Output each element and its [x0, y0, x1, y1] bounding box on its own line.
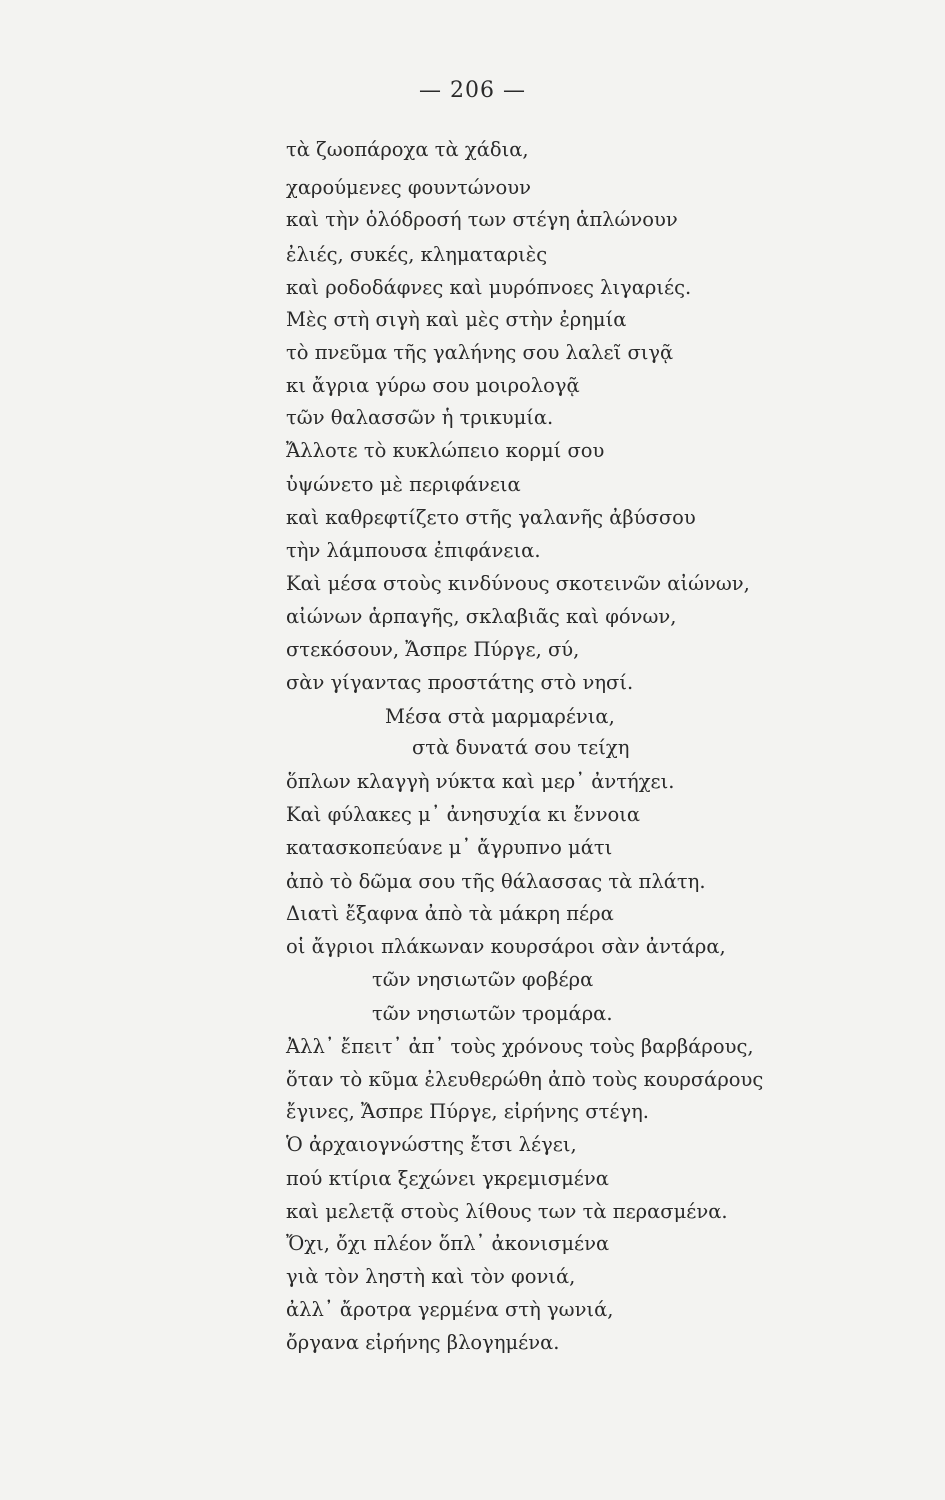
poem-line: Καὶ φύλακες μ᾿ ἀνησυχία κι ἔννοια	[286, 803, 641, 826]
poem-line: ἀλλ᾿ ἄροτρα γερμένα στὴ γωνιά,	[286, 1298, 614, 1321]
poem-line: αἰώνων ἁρπαγῆς, σκλαβιᾶς καὶ φόνων,	[286, 605, 677, 628]
poem-line: τὰ ζωοπάροχα τὰ χάδια,	[286, 138, 529, 161]
poem-line: Ὁ ἀρχαιογνώστης ἔτσι λέγει,	[286, 1133, 577, 1156]
poem-line: ὅπλων κλαγγὴ νύκτα καὶ μερ᾿ ἀντήχει.	[286, 770, 675, 793]
poem-line: στὰ δυνατά σου τείχη	[412, 736, 630, 759]
poem-line: καὶ ροδοδάφνες καὶ μυρόπνοες λιγαριές.	[286, 276, 692, 299]
poem-line: τὴν λάμπουσα ἐπιφάνεια.	[286, 539, 541, 562]
poem-line: ἔγινες, Ἄσπρε Πύργε, εἰρήνης στέγη.	[286, 1100, 650, 1123]
page-number: — 206 —	[419, 78, 526, 103]
poem-line: καὶ μελετᾷ στοὺς λίθους των τὰ περασμένα.	[286, 1200, 728, 1223]
poem-line: ἀπὸ τὸ δῶμα σου τῆς θάλασσας τὰ πλάτη.	[286, 870, 706, 893]
poem-line: οἱ ἄγριοι πλάκωναν κουρσάροι σὰν ἀντάρα,	[286, 935, 726, 958]
poem-line: καὶ τὴν ὁλόδροσή των στέγη ἁπλώνουν	[286, 208, 678, 231]
poem-line: Ὄχι, ὄχι πλέον ὅπλ᾿ ἀκονισμένα	[286, 1232, 610, 1255]
poem-line: κι ἄγρια γύρω σου μοιρολογᾷ	[286, 374, 580, 397]
poem-line: τῶν θαλασσῶν ἡ τρικυμία.	[286, 406, 554, 429]
poem-line: Μὲς στὴ σιγὴ καὶ μὲς στὴν ἐρημία	[286, 308, 627, 331]
poem-line: πού κτίρια ξεχώνει γκρεμισμένα	[286, 1167, 609, 1190]
poem-line: Μέσα στὰ μαρμαρένια,	[385, 705, 615, 728]
poem-line: τῶν νησιωτῶν φοβέρα	[372, 968, 594, 991]
poem-line: Ἀλλ᾿ ἔπειτ᾿ ἀπ᾿ τοὺς χρόνους τοὺς βαρβάρους,	[286, 1035, 754, 1058]
poem-line: στεκόσουν, Ἄσπρε Πύργε, σύ,	[286, 638, 580, 661]
poem-line: ὅταν τὸ κῦμα ἐλευθερώθη ἀπὸ τοὺς κουρσάρους	[286, 1068, 764, 1091]
poem-line: ὑψώνετο μὲ περιφάνεια	[286, 473, 521, 496]
poem-line: Ἄλλοτε τὸ κυκλώπειο κορμί σου	[286, 439, 605, 462]
poem-line: ἐλιές, συκές, κληματαριὲς	[286, 243, 548, 266]
poem-line: ὄργανα εἰρήνης βλογημένα.	[286, 1331, 560, 1354]
poem-line: καὶ καθρεφτίζετο στῆς γαλανῆς ἀβύσσου	[286, 506, 696, 529]
poem-line: σὰν γίγαντας προστάτης στὸ νησί.	[286, 671, 634, 694]
poem-line: χαρούμενες φουντώνουν	[286, 176, 531, 199]
poem-line: τὸ πνεῦμα τῆς γαλήνης σου λαλεῖ σιγᾷ	[286, 341, 674, 364]
poem-line: Καὶ μέσα στοὺς κινδύνους σκοτεινῶν αἰώνων,	[286, 572, 750, 595]
poem-line: κατασκοπεύανε μ᾿ ἄγρυπνο μάτι	[286, 836, 613, 859]
poem-line: Διατὶ ἔξαφνα ἀπὸ τὰ μάκρη πέρα	[286, 902, 614, 925]
poem-line: τῶν νησιωτῶν τρομάρα.	[372, 1002, 613, 1025]
poem-line: γιὰ τὸν ληστὴ καὶ τὸν φονιά,	[286, 1265, 576, 1288]
